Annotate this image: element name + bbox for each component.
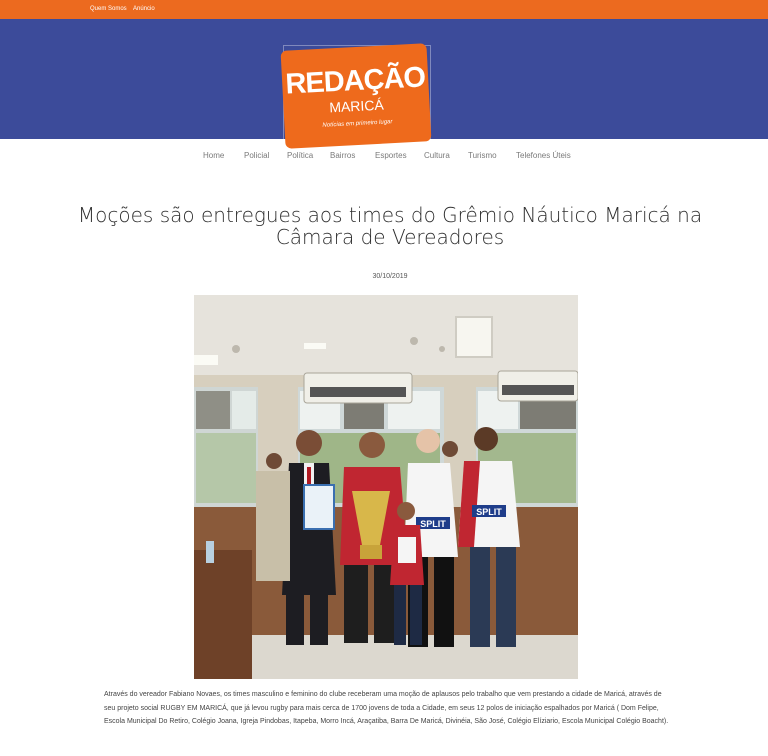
nav-item-policial[interactable]: Policial (244, 151, 270, 160)
site-header (0, 19, 768, 139)
logo-box (281, 43, 432, 149)
jersey-text-2: SPLIT (476, 507, 502, 517)
quem-somos-link[interactable]: Quem Somos (90, 6, 127, 12)
nav-item-turismo[interactable]: Turismo (468, 151, 497, 160)
article-body: Através do vereador Fabiano Novaes, os times masculino e feminino do clube receberam uma moção de aplausos pelo trabalho que vem prestando a cidade de Maricá, através de seu projeto social RUGBY EM MARICÁ, que já levou rugby para mais cerca de 1700 jovens de toda a Cidade, em seus 12 polos de iniciação espalhados por Maricá ( Dom Felipe, Escola Municipal Do Retiro, Colégio Joana, Igreja Pindobas, Itapeba, Morro Incá, Araçatiba, Barra De Maricá, Divinéia, São José, Colégio Elíziario, Escola Municipal Colégio Boacht). (104, 691, 669, 725)
logo-tagline: Notícias em primeiro lugar (322, 119, 393, 129)
site-logo[interactable] (281, 43, 431, 147)
anuncio-link[interactable]: Anúncio (133, 6, 155, 12)
logo-subtitle: MARICÁ (328, 96, 385, 116)
nav-item-home[interactable]: Home (203, 151, 225, 160)
logo-title: REDAÇÃO (284, 61, 426, 101)
article-title: Moções são entregues aos times do Grêmio Náutico Maricá na Câmara de Vereadores (77, 203, 703, 249)
nav-item-bairros[interactable]: Bairros (330, 151, 356, 160)
main-nav (0, 139, 768, 175)
article-date: 30/10/2019 (372, 273, 408, 280)
nav-item-cultura[interactable]: Cultura (424, 151, 450, 160)
nav-item-telefones[interactable]: Telefones Úteis (516, 151, 571, 160)
nav-item-esportes[interactable]: Esportes (375, 151, 407, 160)
jersey-text-1: SPLIT (420, 519, 446, 529)
top-bar (0, 0, 768, 19)
article-photo (194, 295, 578, 679)
photo-illustration (194, 295, 578, 679)
nav-item-politica[interactable]: Política (287, 151, 314, 160)
